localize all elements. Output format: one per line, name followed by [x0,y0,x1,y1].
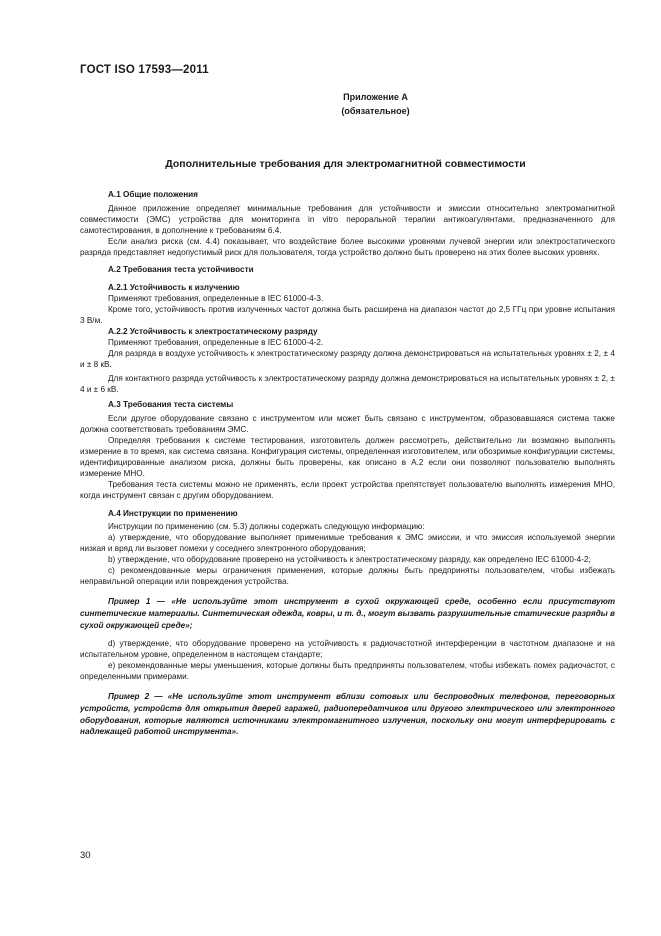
subsection-heading: А.2.2 Устойчивость к электростатическому разряду [108,326,318,336]
document-header: ГОСТ ISO 17593—2011 [80,64,209,76]
section-heading: А.4 Инструкции по применению [108,508,238,518]
paragraph: Применяют требования, определенные в IEC 61000-4-3. [108,294,324,304]
paragraph: Данное приложение определяет минимальные требования для устойчивости и эмиссии относительно электромагнитной совместимости (ЭМС) устройства для мониторинга in vitro пероральной терапии антикоагулянтами, предназначенного для самотестирования, в дополнение к требованиям 6.4. [80,203,615,235]
paragraph: Определяя требования к системе тестирования, изготовитель должен рассмотреть, действительно ли возможно выполнять измерение в то время, как система связана. Конфигурация системы, определенная изготовителем, или обозримые конфигурации системы, идентифицированные анализом риска, должны быть проверены, как описано в А.2 если они позволяют пользователю выполнять измерение МНО. [80,436,615,478]
paragraph: Применяют требования, определенные в IEC 61000-4-2. [108,337,324,347]
paragraph: Требования теста системы можно не применять, если проект устройства препятствует пользователю выполнять измерения МНО, когда инструмент связан с другим оборудованием. [80,479,615,500]
list-item: а) утверждение, что оборудование выполняет применимые требования к ЭМС эмиссии, и что эмиссия используемой энергии низкая и вряд ли вызовет помехи у соседнего электронного оборудования; [80,533,615,554]
paragraph: Кроме того, устойчивость против излученных частот должна быть расширена на диапазон частот до 2,5 ГГц при уровне испытания 3 В/м. [80,305,615,326]
annex-subtitle: (обязательное) [341,106,410,116]
paragraph: Если анализ риска (см. 4.4) показывает, что воздействие более высокими уровнями лучевой энергии или электростатического разряда представляет недопустимый риск для пользователя, тогда устройство должно быть проверено на этих более высоких уровнях. [80,236,615,257]
section-heading: А.2 Требования теста устойчивости [108,265,254,275]
subsection-heading: А.2.1 Устойчивость к излучению [108,283,240,293]
list-item: b) утверждение, что оборудование проверено на устойчивость к электростатическому разряду, как определено IEC 61000-4-2; [108,555,591,565]
section-heading: А.3 Требования теста системы [108,400,234,410]
example-note: Пример 1 — «Не используйте этот инструмент в сухой окружающей среде, особенно если присутствуют синтетические материалы. Синтетическая одежда, ковры, и т. д., могут вызвать разрушительные статические разряды в сухой окружающей среде»; [80,596,615,630]
paragraph: Инструкции по применению (см. 5.3) должны содержать следующую информацию: [108,522,425,532]
annex-main-title: Дополнительные требования для электромагнитной совместимости [165,158,526,170]
annex-title: Приложение А [343,92,408,102]
list-item: d) утверждение, что оборудование проверено на устойчивость к радиочастотной интерференции в частотном диапазоне и на испытательном уровне, определенном в настоящем стандарте; [80,639,615,660]
example-note: Пример 2 — «Не используйте этот инструмент вблизи сотовых или беспроводных телефонов, переговорных устройств, устройств для открытия дверей гаражей, радиопередатчиков или другого электрического или электронного оборудования, которые являются источниками электромагнитного излучения, поскольку они могут интерферировать с надлежащей работой инструмента». [80,691,615,737]
page-number: 30 [80,850,91,861]
section-heading: А.1 Общие положения [108,190,198,199]
list-item: e) рекомендованные меры уменьшения, которые должны быть предприняты пользователем, чтобы избежать помех радиочастот, с определенными примерами. [80,661,615,682]
document-body [80,186,615,746]
list-item: c) рекомендованные меры ограничения применения, которые должны быть предприняты пользователем, чтобы избежать неправильной операции или повреждения устройства. [80,566,615,586]
paragraph: Для разряда в воздухе устойчивость к электростатическому разряду должна демонстрироваться на испытательных уровнях ± 2, ± 4 и ± 8 кВ. [80,348,615,369]
paragraph: Для контактного разряда устойчивость к электростатическому разряду должна демонстрироваться на испытательных уровнях ± 2, ± 4 и ± 6 кВ. [80,373,615,394]
paragraph: Если другое оборудование связано с инструментом или может быть связано с инструментом, образовавшаяся система также должна соответствовать требованиям ЭМС. [80,414,615,435]
